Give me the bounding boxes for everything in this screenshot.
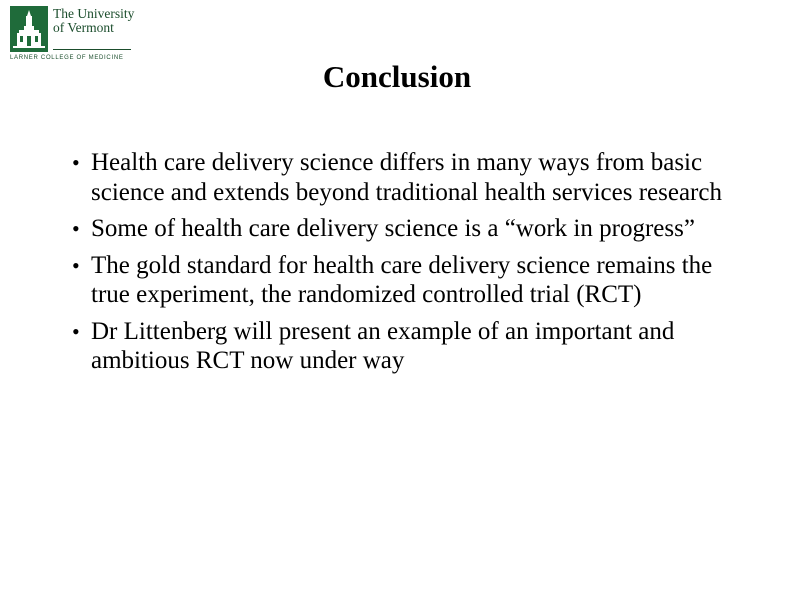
logo-line-1: The University — [53, 6, 135, 21]
logo-line-2: of Vermont — [53, 20, 114, 35]
tower-graphic — [10, 6, 48, 52]
bullet-item: • The gold standard for health care delivery science remains the true experiment, the randomized controlled trial (RCT) — [72, 251, 752, 310]
bullet-item: • Some of health care delivery science is a “work in progress” — [72, 214, 752, 244]
university-tower-icon — [10, 6, 48, 52]
university-logo — [10, 6, 135, 62]
bullet-item: • Dr Littenberg will present an example of an important and ambitious RCT now under way — [72, 317, 752, 376]
logo-divider — [53, 49, 131, 50]
bullet-list — [72, 148, 752, 383]
logo-subtitle: LARNER COLLEGE OF MEDICINE — [10, 55, 124, 61]
logo-wordmark — [53, 7, 134, 35]
slide-title: Conclusion — [322, 59, 472, 94]
bullet-item: • Health care delivery science differs in many ways from basic science and extends beyond traditional health services research — [72, 148, 752, 207]
